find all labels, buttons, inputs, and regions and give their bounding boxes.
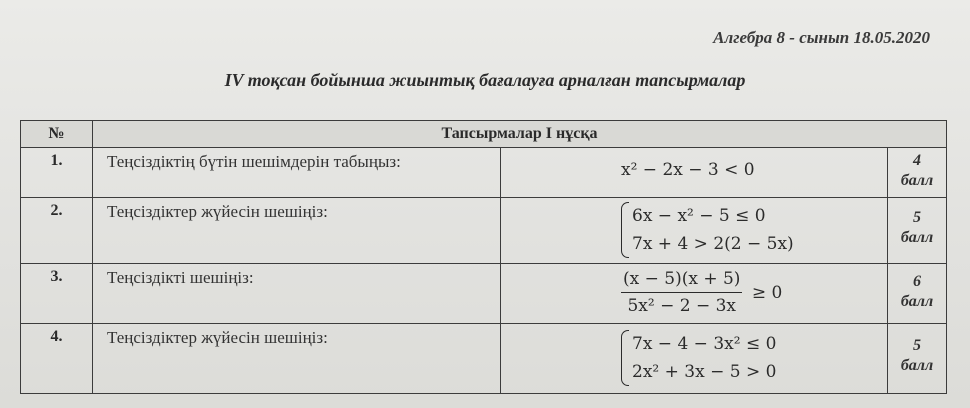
table-row — [21, 324, 947, 394]
document-title: IV тоқсан бойынша жиынтық бағалауға арналған тапсырмалар — [224, 70, 746, 90]
table-header-row — [21, 121, 947, 148]
system-line: 6x − x² − 5 ≤ 0 — [632, 206, 766, 226]
task-score — [888, 198, 947, 264]
system-brace — [621, 330, 629, 386]
denominator: 5x² − 2 − 3x — [627, 296, 736, 316]
numerator: (x − 5)(x + 5) — [621, 266, 742, 293]
task-expression — [501, 264, 888, 324]
score-points: 4 — [913, 152, 922, 169]
tasks-table — [20, 120, 947, 394]
task-text: Теңсіздікті шешіңіз: — [93, 264, 501, 324]
col-header-tasks: Тапсырмалар I нұсқа — [93, 121, 947, 148]
task-number: 1. — [21, 148, 93, 198]
inequality: x² − 2x − 3 < 0 — [621, 160, 755, 180]
rational-inequality — [621, 266, 782, 319]
table-row — [21, 264, 947, 324]
score-points: 5 — [913, 337, 922, 354]
task-text: Теңсіздіктің бүтін шешімдерін табыңыз: — [93, 148, 501, 198]
score-unit: балл — [900, 229, 934, 246]
subject-date: Алгебра 8 - сынып 18.05.2020 — [713, 28, 930, 47]
system-line: 7x − 4 − 3x² ≤ 0 — [632, 334, 777, 354]
score-unit: балл — [900, 357, 934, 374]
task-score — [888, 324, 947, 394]
inequality-system — [621, 202, 794, 258]
inequality-system — [621, 330, 776, 386]
system-brace — [621, 202, 629, 258]
score-unit: балл — [900, 172, 934, 189]
task-score — [888, 148, 947, 198]
task-expression — [501, 324, 888, 394]
score-unit: балл — [900, 293, 934, 310]
task-number: 2. — [21, 198, 93, 264]
table-row — [21, 198, 947, 264]
task-text: Теңсіздіктер жүйесін шешіңіз: — [93, 198, 501, 264]
system-line: 2x² + 3x − 5 > 0 — [632, 362, 777, 382]
task-expression — [501, 198, 888, 264]
fraction — [621, 266, 742, 319]
col-header-number: № — [21, 121, 93, 148]
task-expression — [501, 148, 888, 198]
task-text: Теңсіздіктер жүйесін шешіңіз: — [93, 324, 501, 394]
relation: ≥ 0 — [751, 282, 783, 303]
score-points: 5 — [913, 209, 922, 226]
task-number: 3. — [21, 264, 93, 324]
system-line: 7x + 4 > 2(2 − 5x) — [632, 234, 794, 254]
task-number: 4. — [21, 324, 93, 394]
score-points: 6 — [913, 273, 922, 290]
table-row — [21, 148, 947, 198]
task-score — [888, 264, 947, 324]
